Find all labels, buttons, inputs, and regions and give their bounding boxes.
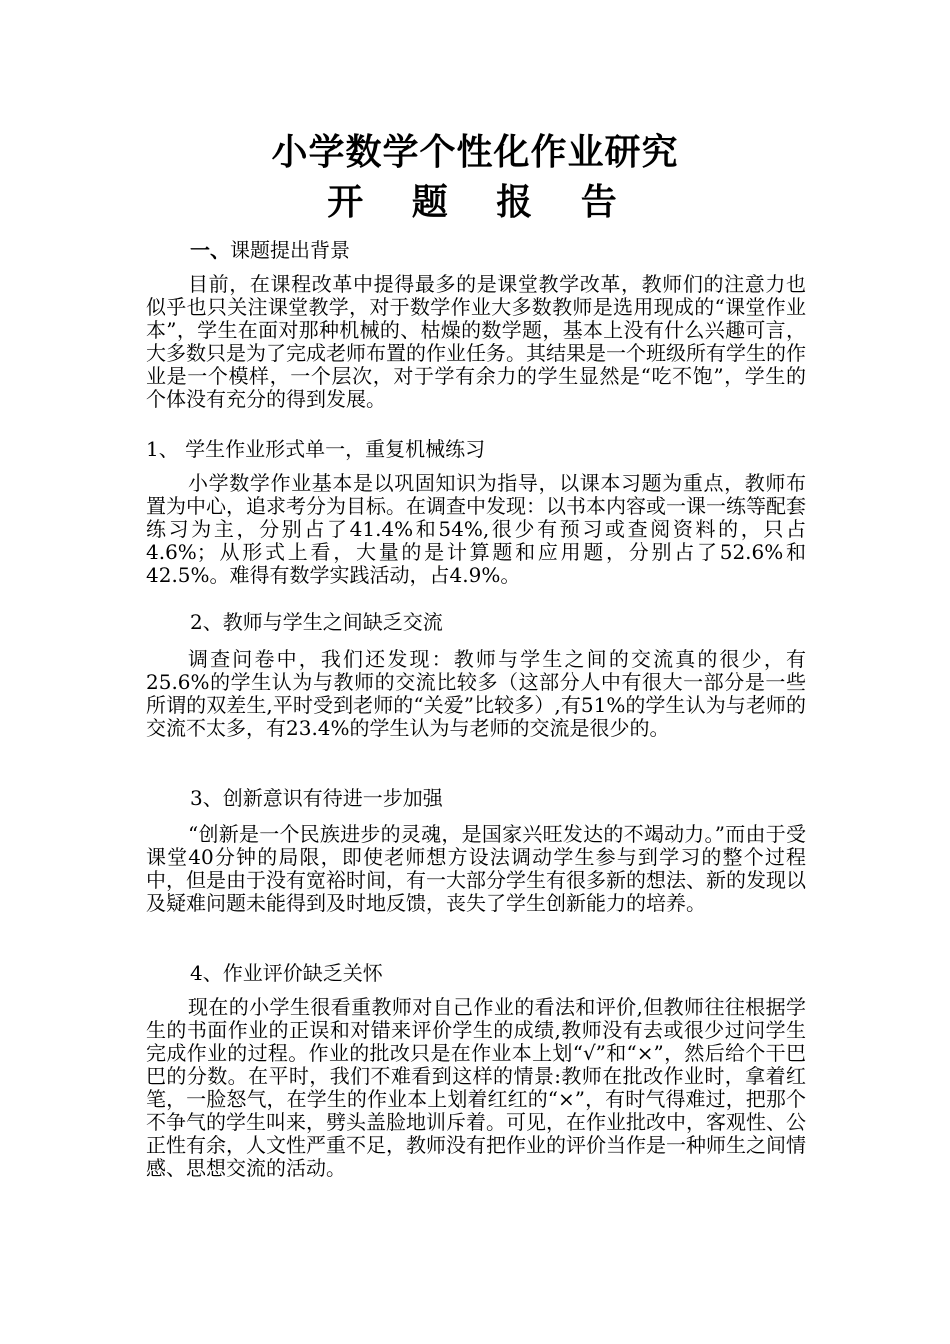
section-heading-background bbox=[190, 236, 350, 264]
section-label: 课题提出背景 bbox=[230, 238, 350, 262]
point-heading-3: 3、创新意识有待进一步加强 bbox=[190, 786, 443, 810]
point-heading-1: 1、 学生作业形式单一，重复机械练习 bbox=[146, 437, 486, 461]
point-heading-2: 2、教师与学生之间缺乏交流 bbox=[190, 610, 443, 634]
point-heading-4: 4、作业评价缺乏关怀 bbox=[190, 961, 383, 985]
point-paragraph-1: 小学数学作业基本是以巩固知识为指导，以课本习题为重点，教师布置为中心，追求考分为目标。在调查中发现：以书本内容或一课一练等配套练习为主，分别占了41.4%和54%,很少有预习或查阅资料的，只占4.6%；从形式上看，大量的是计算题和应用题，分别占了52.6%和42.5%。难得有数学实践活动，占4.9%。 bbox=[146, 471, 806, 587]
point-paragraph-3: “创新是一个民族进步的灵魂，是国家兴旺发达的不竭动力。”而由于受课堂40分钟的局限，即使老师想方设法调动学生参与到学习的整个过程中，但是由于没有宽裕时间，有一大部分学生有很多新的想法、新的发现以及疑难问题未能得到及时地反馈，丧失了学生创新能力的培养。 bbox=[146, 822, 806, 915]
intro-paragraph: 目前，在课程改革中提得最多的是课堂教学改革，教师们的注意力也似乎也只关注课堂教学，对于数学作业大多数教师是选用现成的“课堂作业本”，学生在面对那种机械的、枯燥的数学题，基本上没有什么兴趣可言，大多数只是为了完成老师布置的作业任务。其结果是一个班级所有学生的作业是一个模样，一个层次，对于学有余力的学生显然是“吃不饱”，学生的个体没有充分的得到发展。 bbox=[146, 272, 806, 411]
section-number: 一、 bbox=[190, 238, 230, 262]
document-title: 小学数学个性化作业研究 bbox=[271, 131, 679, 173]
point-paragraph-2: 调查问卷中，我们还发现：教师与学生之间的交流真的很少，有25.6%的学生认为与教师的交流比较多（这部分人中有很大一部分是一些所谓的双差生,平时受到老师的“关爱”比较多）,有51%的学生认为与老师的交流不太多，有23.4%的学生认为与老师的交流是很少的。 bbox=[146, 647, 806, 740]
point-paragraph-4: 现在的小学生很看重教师对自己作业的看法和评价,但教师往往根据学生的书面作业的正误和对错来评价学生的成绩,教师没有去或很少过问学生完成作业的过程。作业的批改只是在作业本上划“√”和“×”，然后给个干巴巴的分数。在平时，我们不难看到这样的情景:教师在批改作业时，拿着红笔，一脸怒气，在学生的作业本上划着红红的“×”，有时气得难过，把那个不争气的学生叫来，劈头盖脸地训斥着。可见，在作业批改中，客观性、公正性有余，人文性严重不足，教师没有把作业的评价当作是一种师生之间情感、思想交流的活动。 bbox=[146, 995, 806, 1180]
document-subtitle: 开 题 报 告 bbox=[327, 181, 635, 223]
